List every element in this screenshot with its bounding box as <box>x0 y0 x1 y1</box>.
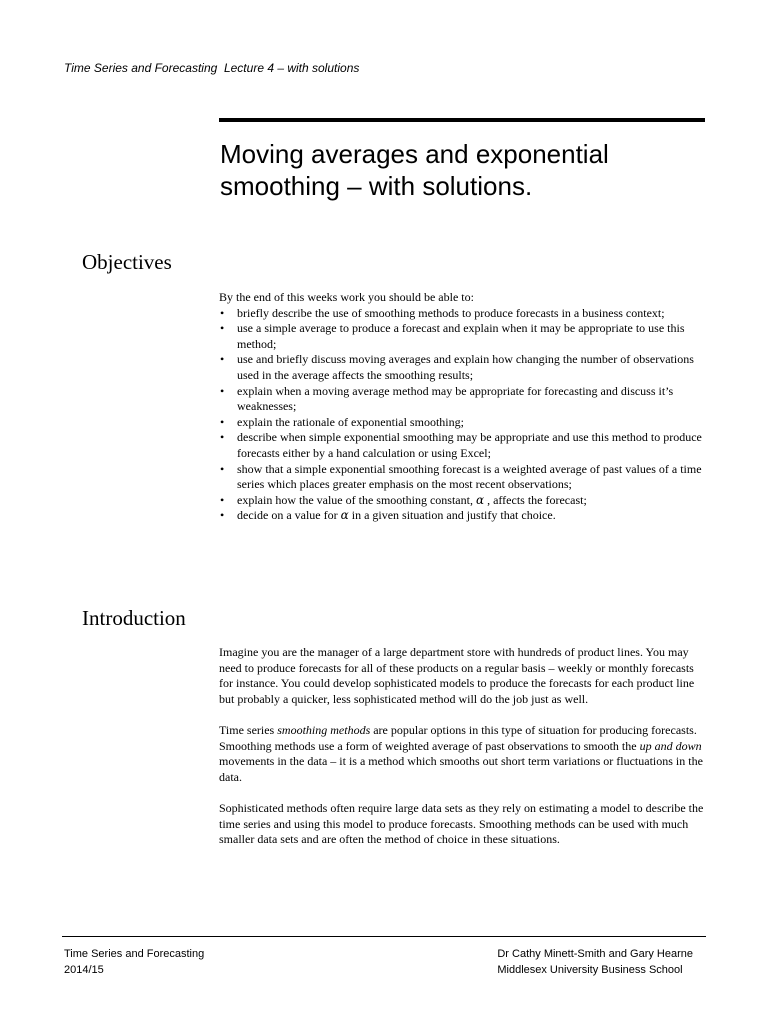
bullet-icon: • <box>220 352 225 367</box>
bullet-icon: • <box>220 305 225 320</box>
objective-text: explain how the value of the smoothing constant, <box>237 492 476 507</box>
objective-text: decide on a value for <box>237 508 341 523</box>
bullet-icon: • <box>220 414 225 429</box>
objective-item <box>219 493 709 509</box>
objective-item <box>219 321 709 352</box>
intro-paragraph-1: Imagine you are the manager of a large department store with hundreds of product lines. You may need to produce forecasts for all of these products on a regular basis – weekly or monthly forecasts for instance. You could develop sophisticated models to produce the forecasts for each product line but probably a quicker, less sophisticated method will do the job just as well. <box>219 645 695 706</box>
objective-item <box>219 306 709 322</box>
footer-institution: Middlesex University Business School <box>497 964 683 976</box>
objective-text: describe when simple exponential smoothing may be appropriate and use this method to produce forecasts either by a hand calculation or using Excel; <box>237 430 702 460</box>
footer-year: 2014/15 <box>64 964 104 976</box>
objectives-list <box>219 306 709 524</box>
title-line-2: smoothing – with solutions. <box>220 171 533 201</box>
intro-text: are popular options in this type of situation for producing forecasts. Smoothing methods use a form of weighted average of past observations to smooth the <box>219 722 697 753</box>
objective-text: briefly describe the use of smoothing methods to produce forecasts in a business context; <box>237 305 665 320</box>
objective-text: explain the rationale of exponential smoothing; <box>237 414 464 429</box>
footer-course: Time Series and Forecasting <box>64 948 205 960</box>
footer-right <box>497 946 693 978</box>
objective-text: , affects the forecast; <box>484 492 587 507</box>
introduction-section <box>219 645 709 863</box>
objective-item <box>219 415 709 431</box>
bullet-icon: • <box>220 492 225 507</box>
bullet-icon: • <box>220 461 225 476</box>
intro-paragraph-2 <box>219 723 709 785</box>
bullet-icon: • <box>220 430 225 445</box>
objective-item <box>219 384 709 415</box>
title-line-1: Moving averages and exponential <box>220 139 609 169</box>
running-header: Time Series and Forecasting Lecture 4 – with solutions <box>64 61 360 75</box>
footer-left <box>64 946 204 978</box>
alpha-symbol: α <box>340 508 349 523</box>
bullet-icon: • <box>220 508 225 523</box>
objectives-intro: By the end of this weeks work you should be able to: <box>219 290 474 304</box>
introduction-heading: Introduction <box>82 606 186 630</box>
objective-text: show that a simple exponential smoothing forecast is a weighted average of past values of a time series which places greater emphasis on the most recent observations; <box>237 461 702 492</box>
objective-text: use a simple average to produce a forecast and explain when it may be appropriate to use this method; <box>237 321 685 351</box>
document-title <box>220 138 706 202</box>
intro-emphasis: up and down <box>639 738 702 753</box>
objectives-heading: Objectives <box>82 250 172 274</box>
objectives-section <box>219 290 709 524</box>
intro-text: Time series <box>219 722 278 737</box>
objective-item <box>219 352 709 383</box>
objective-text: in a given situation and justify that choice. <box>348 508 556 523</box>
bullet-icon: • <box>220 321 225 336</box>
objective-item <box>219 462 709 493</box>
objective-item <box>219 430 709 461</box>
footer-rule <box>62 936 706 937</box>
objective-item <box>219 508 709 524</box>
footer-authors: Dr Cathy Minett-Smith and Gary Hearne <box>497 948 693 960</box>
objective-text: use and briefly discuss moving averages and explain how changing the number of observations used in the average affects the smoothing results; <box>237 352 694 382</box>
intro-text: movements in the data – it is a method which smooths out short term variations or fluctuations in the data. <box>219 754 703 784</box>
intro-paragraph-3: Sophisticated methods often require large data sets as they rely on estimating a model to describe the time series and using this model to produce forecasts. Smoothing methods can be used with much smaller data sets and are often the method of choice in these situations. <box>219 800 704 847</box>
intro-emphasis: smoothing methods <box>277 722 371 737</box>
objective-text: explain when a moving average method may be appropriate for forecasting and discuss it’s weaknesses; <box>237 383 674 414</box>
title-rule <box>219 118 705 122</box>
alpha-symbol: α <box>475 492 485 507</box>
bullet-icon: • <box>220 383 225 398</box>
